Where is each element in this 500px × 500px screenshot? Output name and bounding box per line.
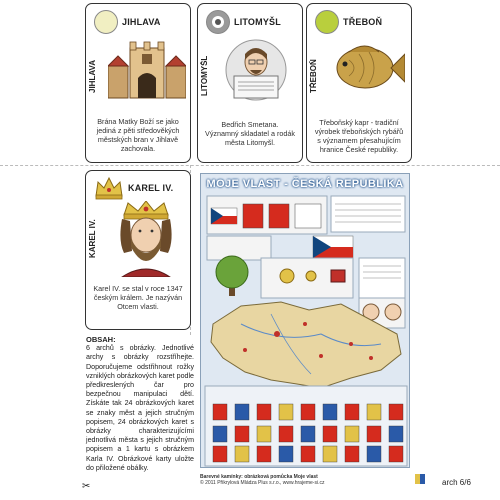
card-title: LITOMYŠL bbox=[234, 17, 281, 27]
contents-title: OBSAH: bbox=[86, 335, 116, 344]
card-description: Třeboňský kapr - tradiční výrobek třeboňských rybářů s významem přesahujícím hranice České republiky. bbox=[314, 118, 404, 154]
sheet-number: arch 6/6 bbox=[442, 478, 471, 487]
card-side-label: LITOMYŠL bbox=[200, 55, 209, 97]
composer-portrait-icon bbox=[220, 38, 292, 102]
card-side-label: JIHLAVA bbox=[88, 59, 97, 93]
contents-description bbox=[86, 335, 194, 473]
carp-fish-icon bbox=[329, 38, 405, 98]
cut-line-horizontal bbox=[0, 165, 500, 166]
footer-line-title: Barevné kamínky: obrázková pomůcka Moje vlast bbox=[200, 474, 318, 480]
footer-credits bbox=[200, 474, 410, 486]
card-jihlava bbox=[85, 3, 191, 163]
music-icon bbox=[211, 15, 225, 29]
card-description: Brána Matky Boží se jako jediná z pěti středověkých městských bran v Jihlavě zachovala. bbox=[96, 117, 180, 153]
card-header bbox=[315, 10, 382, 34]
card-title: JIHLAVA bbox=[122, 17, 161, 27]
footer-line-copyright: © 2011 Přikrylová Mládza Plus s.r.o., www.hrajeme-si.cz bbox=[200, 480, 325, 486]
city-badge bbox=[94, 10, 118, 34]
card-header bbox=[206, 10, 281, 34]
card-header bbox=[94, 10, 161, 34]
card-description: Bedřich Smetana. Významný skladatel a rodák města Litomyšl. bbox=[205, 120, 295, 147]
card-description: Karel IV. se stal v roce 1347 českým králem. Je nazýván Otcem vlasti. bbox=[93, 284, 183, 311]
contents-text: 6 archů s obrázky. Jednotlivé archy s obrázky rozstříhejte. Doporučujeme odstřihnout rožky vzniklých obrázkových karet podle předkreslených čar pro bezpečnou manipulaci dětí. Získáte tak 24 obrázkových karet se znaky měst a jejich stručným popisem, 24 obrázkových karet s obrázky charakterizujícími jednotlivá města s jejich stručným popisem a 1 kartu s obrázkem Karla IV. Obrázkové karty uložte do přiložené obálky. bbox=[86, 344, 194, 472]
map-title: MOJE VLAST - ČESKÁ REPUBLIKA bbox=[206, 178, 404, 190]
card-karel-iv bbox=[85, 170, 191, 330]
card-side-label: KAREL IV. bbox=[88, 219, 97, 259]
card-side-label: TŘEBOŇ bbox=[309, 59, 318, 93]
card-litomysl bbox=[197, 3, 303, 163]
card-title: TŘEBOŇ bbox=[343, 17, 383, 27]
gate-tower-icon bbox=[108, 38, 186, 100]
card-trebon bbox=[306, 3, 412, 163]
czech-map-illustration bbox=[201, 174, 410, 468]
publisher-logo-icon bbox=[415, 474, 425, 484]
city-badge bbox=[315, 10, 339, 34]
crown-icon bbox=[94, 176, 124, 200]
city-badge bbox=[206, 10, 230, 34]
map-poster bbox=[200, 173, 410, 468]
scissors-icon: ✂ bbox=[82, 481, 91, 492]
card-title: KAREL IV. bbox=[128, 183, 174, 193]
king-portrait-icon bbox=[108, 201, 184, 277]
card-header bbox=[94, 176, 173, 200]
